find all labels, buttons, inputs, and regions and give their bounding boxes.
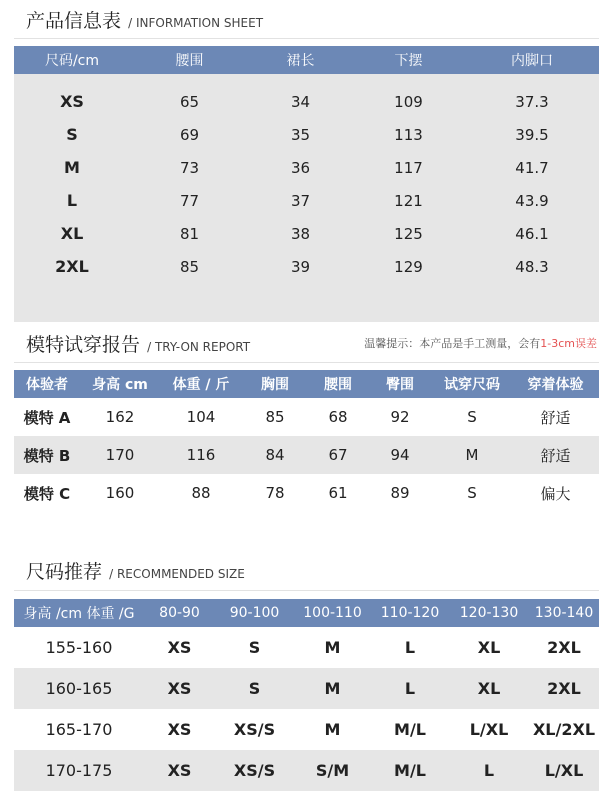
table-cell: 92 — [390, 408, 410, 426]
table-cell: S — [248, 638, 261, 657]
table-cell: 162 — [105, 408, 135, 426]
table-cell: 模特 B — [23, 446, 71, 465]
table-cell: S — [467, 408, 477, 426]
table-cell: 舒适 — [540, 446, 571, 465]
recommended-size-table — [14, 599, 599, 791]
table-row — [14, 709, 599, 750]
table-cell: 155-160 — [45, 638, 113, 657]
column-header: 100-110 — [303, 605, 362, 621]
table-cell: L — [66, 191, 78, 210]
table-cell: XS/S — [233, 761, 276, 780]
column-header: 臀围 — [386, 377, 414, 393]
table-cell: 69 — [179, 125, 200, 144]
column-header: 110-120 — [380, 605, 440, 621]
table-cell: 85 — [265, 408, 285, 426]
table-header — [14, 599, 599, 627]
table-cell: 38 — [290, 224, 311, 243]
table-cell: XS/S — [233, 720, 276, 739]
table-cell: 36 — [290, 158, 311, 177]
info-sheet-title-cn: 产品信息表 — [26, 10, 122, 32]
table-cell: M/L — [394, 720, 426, 739]
table-header — [14, 370, 599, 398]
table-cell: XL — [477, 679, 501, 698]
table-cell: L — [404, 638, 416, 657]
table-cell: XS — [167, 720, 192, 739]
table-body — [14, 627, 599, 791]
column-header: 裙长 — [286, 53, 315, 69]
table-cell: XL/2XL — [532, 720, 596, 739]
info-sheet-title — [26, 6, 263, 33]
table-cell: XL — [60, 224, 84, 243]
column-header: 身高 cm — [92, 377, 148, 393]
table-cell: 170 — [105, 446, 135, 464]
table-cell: 46.1 — [515, 224, 549, 243]
table-cell: S — [467, 484, 477, 502]
table-cell: 41.7 — [515, 158, 549, 177]
table-cell: 67 — [328, 446, 348, 464]
table-row — [14, 627, 599, 668]
column-header: 90-100 — [229, 605, 280, 621]
table-cell: 39 — [290, 257, 311, 276]
table-cell: 84 — [265, 446, 285, 464]
table-cell: 170-175 — [45, 761, 113, 780]
table-cell: S — [248, 679, 261, 698]
table-cell: 舒适 — [540, 408, 571, 427]
column-header: 试穿尺码 — [444, 377, 500, 393]
table-cell: 104 — [186, 408, 216, 426]
table-cell: 113 — [394, 125, 423, 144]
info-sheet-title-en: / INFORMATION SHEET — [128, 16, 264, 30]
info-sheet-table — [14, 46, 599, 322]
table-cell: 65 — [179, 92, 200, 111]
table-cell: XS — [167, 638, 192, 657]
table-cell: 2XL — [547, 679, 581, 698]
measurement-note-highlight: 1-3cm误差 — [540, 337, 597, 350]
column-header: 内脚口 — [511, 53, 553, 69]
table-cell: L — [404, 679, 416, 698]
column-header: 80-90 — [159, 605, 200, 621]
tryon-report-title-cn: 模特试穿报告 — [26, 334, 141, 356]
column-header: 胸围 — [261, 377, 289, 393]
divider — [14, 590, 599, 591]
table-row — [14, 436, 599, 474]
table-cell: L/XL — [544, 761, 584, 780]
column-header: 腰围 — [324, 377, 352, 393]
table-cell: 85 — [179, 257, 200, 276]
table-cell: XS — [167, 679, 192, 698]
measurement-note-text: 温馨提示：本产品是手工测量，会有 — [364, 337, 541, 350]
table-cell: 117 — [394, 158, 423, 177]
divider — [14, 362, 599, 363]
table-cell: 165-170 — [45, 720, 113, 739]
table-row — [14, 151, 599, 184]
table-cell: L — [483, 761, 495, 780]
table-cell: XL — [477, 638, 501, 657]
table-cell: S/M — [315, 761, 350, 780]
table-cell: XS — [167, 761, 192, 780]
table-body — [14, 398, 599, 512]
table-cell: M — [64, 158, 80, 177]
table-row — [14, 217, 599, 250]
column-header: 体验者 — [26, 377, 68, 393]
table-cell: M — [324, 638, 341, 657]
table-cell: 61 — [328, 484, 348, 502]
table-cell: 模特 C — [23, 484, 71, 503]
table-cell: 39.5 — [515, 125, 549, 144]
table-cell: 89 — [390, 484, 410, 502]
tryon-report-title — [26, 330, 250, 357]
column-header: 穿着体验 — [527, 377, 584, 393]
table-cell: 35 — [290, 125, 311, 144]
table-cell: 43.9 — [515, 191, 549, 210]
table-cell: 109 — [394, 92, 423, 111]
column-header: 120-130 — [459, 605, 519, 621]
divider — [14, 38, 599, 39]
table-row — [14, 668, 599, 709]
table-cell: 88 — [191, 484, 211, 502]
table-cell: M — [465, 446, 479, 464]
table-cell: 37 — [290, 191, 311, 210]
table-row — [14, 250, 599, 283]
table-row — [14, 85, 599, 118]
table-cell: 48.3 — [515, 257, 549, 276]
table-cell: 129 — [394, 257, 423, 276]
column-header: 尺码/cm — [44, 53, 100, 69]
tryon-report-title-en: / TRY-ON REPORT — [147, 340, 251, 354]
table-cell: 37.3 — [515, 92, 549, 111]
table-cell: 121 — [394, 191, 423, 210]
column-header: 130-140 — [534, 605, 594, 621]
table-cell: 160-165 — [45, 679, 113, 698]
table-cell: 94 — [390, 446, 410, 464]
table-cell: 160 — [105, 484, 135, 502]
column-header: 体重 / 斤 — [172, 377, 230, 393]
table-cell: 模特 A — [23, 408, 71, 427]
column-header: 下摆 — [394, 53, 423, 69]
table-cell: M/L — [394, 761, 426, 780]
table-row — [14, 474, 599, 512]
recommended-size-title — [26, 557, 245, 584]
tryon-report-table — [14, 370, 599, 512]
column-header: 身高 /cm 体重 /G — [23, 606, 135, 622]
measurement-note — [364, 335, 597, 351]
table-cell: L/XL — [469, 720, 509, 739]
table-cell: 2XL — [547, 638, 581, 657]
table-cell: XS — [60, 92, 84, 111]
table-row — [14, 118, 599, 151]
table-row — [14, 750, 599, 791]
table-row — [14, 184, 599, 217]
table-cell: 81 — [179, 224, 200, 243]
table-cell: 78 — [265, 484, 285, 502]
table-cell: 68 — [328, 408, 348, 426]
table-body — [14, 74, 599, 322]
table-row — [14, 398, 599, 436]
column-header: 腰围 — [175, 53, 204, 69]
table-cell: 2XL — [55, 257, 89, 276]
recommended-size-title-cn: 尺码推荐 — [26, 561, 103, 583]
table-cell: 125 — [394, 224, 423, 243]
table-cell: 77 — [179, 191, 200, 210]
table-cell: M — [324, 679, 341, 698]
table-header — [14, 46, 599, 74]
table-cell: 116 — [186, 446, 216, 464]
table-cell: S — [66, 125, 78, 144]
table-cell: 偏大 — [540, 484, 571, 503]
table-cell: M — [324, 720, 341, 739]
table-cell: 34 — [290, 92, 311, 111]
recommended-size-title-en: / RECOMMENDED SIZE — [109, 567, 245, 581]
table-cell: 73 — [179, 158, 200, 177]
